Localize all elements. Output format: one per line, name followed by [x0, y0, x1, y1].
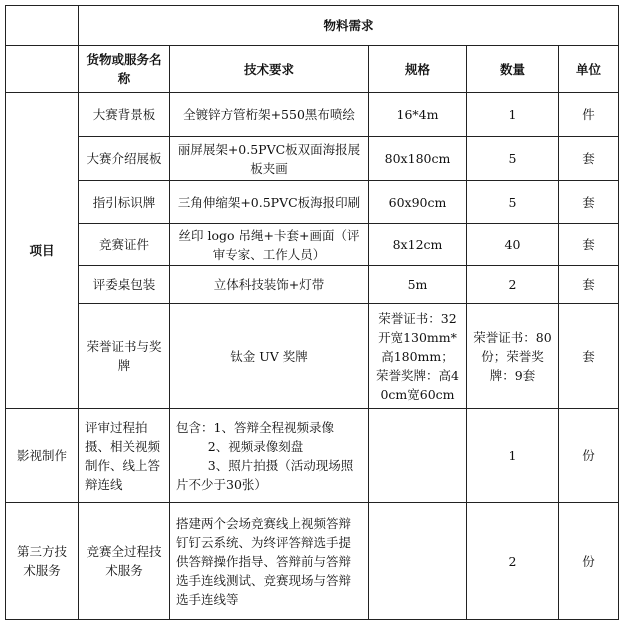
table-row — [6, 503, 619, 620]
table-row — [6, 224, 619, 266]
row-tech: 丽屏展架+0.5PVC板双面海报展板夹画 — [170, 137, 369, 181]
row-name: 大赛背景板 — [79, 93, 170, 137]
row-qty: 1 — [467, 409, 559, 503]
row-tech: 搭建两个会场竞赛线上视频答辩钉钉云系统、为终评答辩选手提供答辩操作指导、答辩前与答辩选手连线测试、竞赛现场与答辩选手连线等 — [170, 503, 369, 620]
header-quantity: 数量 — [467, 46, 559, 93]
row-unit: 套 — [559, 181, 619, 224]
table-row — [6, 93, 619, 137]
material-requirements-table — [5, 5, 619, 620]
table-row — [6, 266, 619, 304]
header-empty-cell — [6, 6, 79, 46]
row-qty: 2 — [467, 266, 559, 304]
row-name: 评审过程拍摄、相关视频制作、线上答辩连线 — [79, 409, 170, 503]
row-unit: 套 — [559, 304, 619, 409]
header-group-title: 物料需求 — [79, 6, 619, 46]
row-qty: 40 — [467, 224, 559, 266]
table-header-top — [6, 6, 619, 46]
row-spec: 16*4m — [369, 93, 467, 137]
table-header-columns — [6, 46, 619, 93]
row-unit: 套 — [559, 224, 619, 266]
row-spec: 60x90cm — [369, 181, 467, 224]
group-label-third-party: 第三方技术服务 — [6, 503, 79, 620]
row-tech: 全镀锌方管桁架+550黑布喷绘 — [170, 93, 369, 137]
row-spec: 5m — [369, 266, 467, 304]
table-row — [6, 304, 619, 409]
row-tech: 立体科技装饰+灯带 — [170, 266, 369, 304]
row-name: 指引标识牌 — [79, 181, 170, 224]
row-qty: 5 — [467, 181, 559, 224]
row-name: 竞赛证件 — [79, 224, 170, 266]
row-spec: 8x12cm — [369, 224, 467, 266]
row-tech: 包含：1、答辩全程视频录像 2、视频录像刻盘 3、照片拍摄（活动现场照片不少于30张） — [170, 409, 369, 503]
table-row — [6, 137, 619, 181]
table-row — [6, 181, 619, 224]
row-spec: 80x180cm — [369, 137, 467, 181]
row-unit: 套 — [559, 137, 619, 181]
row-tech: 三角伸缩架+0.5PVC板海报印刷 — [170, 181, 369, 224]
row-name: 评委桌包装 — [79, 266, 170, 304]
row-name: 大赛介绍展板 — [79, 137, 170, 181]
header-tech-requirement: 技术要求 — [170, 46, 369, 93]
row-spec: 荣誉证书：32开宽130mm*高180mm；荣誉奖牌：高40cm宽60cm — [369, 304, 467, 409]
header-unit: 单位 — [559, 46, 619, 93]
group-label-video: 影视制作 — [6, 409, 79, 503]
row-spec — [369, 409, 467, 503]
row-spec — [369, 503, 467, 620]
header-item-cell — [6, 46, 79, 93]
row-qty: 5 — [467, 137, 559, 181]
row-unit: 件 — [559, 93, 619, 137]
row-tech: 丝印 logo 吊绳+卡套+画面（评审专家、工作人员） — [170, 224, 369, 266]
group-label-project: 项目 — [6, 93, 79, 409]
header-spec: 规格 — [369, 46, 467, 93]
row-qty: 2 — [467, 503, 559, 620]
header-goods-name: 货物或服务名称 — [79, 46, 170, 93]
row-unit: 份 — [559, 409, 619, 503]
row-tech: 钛金 UV 奖牌 — [170, 304, 369, 409]
row-unit: 套 — [559, 266, 619, 304]
row-name: 荣誉证书与奖牌 — [79, 304, 170, 409]
table-row — [6, 409, 619, 503]
row-name: 竞赛全过程技术服务 — [79, 503, 170, 620]
row-qty: 荣誉证书：80份；荣誉奖牌：9套 — [467, 304, 559, 409]
row-qty: 1 — [467, 93, 559, 137]
row-unit: 份 — [559, 503, 619, 620]
